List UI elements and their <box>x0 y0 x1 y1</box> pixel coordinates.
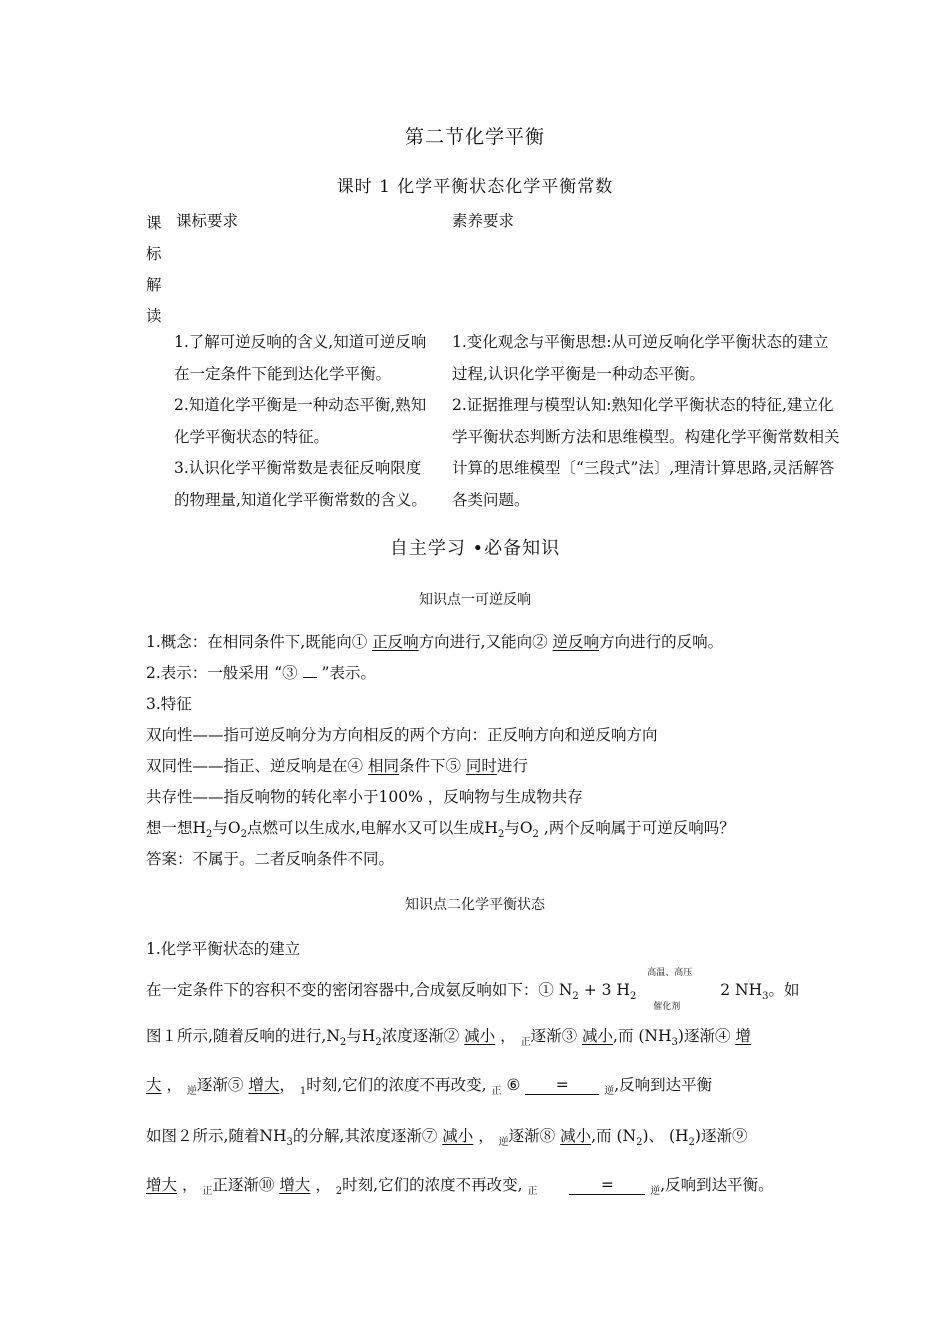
side-label-char: 读 <box>146 307 162 325</box>
kp2-fig1-cont-line: 大 ， $_逆$逐渐⑤ 增大， $_1$时刻,它们的浓度不再改变, $_正$ ⑥ = $_逆$,反响到达平衡 <box>146 1076 713 1097</box>
kp1-coexistence-line: 共存性——指反响物的转化率小于100% ，反响物与生成物共存 <box>146 788 583 806</box>
kp1-bidirectional-line: 双向性——指可逆反响分为方向相反的两个方向：正反响方向和逆反响方向 <box>146 726 658 744</box>
requirement-line: 2.证据推理与模型认知:熟知化学平衡状态的特征,建立化 <box>452 396 834 414</box>
kp2-reaction-line: 在一定条件下的容积不变的密闭容器中,合成氨反响如下：① $N_2 + 3$ $H_2$ 高温、高压 催化剂 2 $NH_3$。如 <box>146 978 799 1002</box>
kp1-notation-line: 2.表示：一般采用 “③ ”表示。 <box>146 664 376 682</box>
kp1-answer-line: 答案：不属于。二者反响条件不同。 <box>146 850 395 868</box>
requirement-line: 3.认识化学平衡常数是表征反响限度 <box>174 459 422 477</box>
answer-blank: 大 <box>146 1076 162 1094</box>
side-label-char: 课 <box>146 214 162 232</box>
answer-blank: = <box>525 1076 599 1095</box>
page-title: 第二节化学平衡 <box>404 126 545 148</box>
answer-blank: 减小 <box>464 1027 496 1045</box>
requirement-line: 化学平衡状态的特征。 <box>174 427 330 446</box>
requirement-line: 1.了解可逆反响的含义,知道可逆反响 <box>174 333 427 351</box>
answer-blank: 增大 <box>279 1176 311 1194</box>
answer-blank: = <box>569 1176 645 1195</box>
literacy-requirements <box>452 327 882 516</box>
requirement-line: 学平衡状态判断方法和思维模型。构建化学平衡常数相关 <box>452 427 840 446</box>
kp1-think-line: 想一想$H_2$与$O_2$点燃可以生成水,电解水又可以生成$H_2$与$O_2$ ,两个反响属于可逆反响吗？ <box>146 819 735 840</box>
side-label-char: 标 <box>146 245 162 263</box>
kp2-fig2-line: 如图２所示,随着$NH_3$的分解,其浓度逐渐⑦ 减小 ， $_逆$逐渐⑧ 减小,而 $(N_2)$、 $(H_2)$逐渐⑨ <box>146 1127 748 1148</box>
requirement-line: 计算的思维模型〔“三段式”法〕,理清计算思路,灵活解答 <box>452 459 835 477</box>
answer-blank: 减小 <box>442 1127 474 1145</box>
kp2-fig2-cont-line: 增大 ， $_正$正逐渐⑩ 增大 ， $_2$时刻,它们的浓度不再改变, $_正$ = $_逆$,反响到达平衡。 <box>146 1176 774 1197</box>
condition-bottom: 催化剂 <box>653 1002 681 1012</box>
requirement-line: 在一定条件下能到达化学平衡。 <box>174 364 392 383</box>
kp1-feature-heading: 3.特征 <box>146 695 192 713</box>
curriculum-requirements <box>174 327 474 516</box>
answer-blank: 增大 <box>248 1076 280 1094</box>
requirement-line: 1.变化观念与平衡思想:从可逆反响化学平衡状态的建立 <box>452 333 829 351</box>
answer-blank <box>303 677 317 678</box>
answer-blank: 相同 <box>367 757 399 775</box>
kp1-heading: 知识点一可逆反响 <box>419 592 531 608</box>
lesson-subtitle: 课时 1 化学平衡状态化学平衡常数 <box>336 177 614 197</box>
answer-blank: 增大 <box>146 1176 178 1194</box>
requirement-line: 2.知道化学平衡是一种动态平衡,熟知 <box>174 396 427 414</box>
kp2-fig1-line: 图１所示,随着反响的进行$,N_2$与$H_2$浓度逐渐② 减小 ， $_正$逐渐③ 减小,而 $(NH_3)$逐渐④ 增 <box>146 1027 751 1048</box>
requirement-line: 各类问题。 <box>452 490 530 509</box>
answer-blank: 减小 <box>560 1127 592 1145</box>
kp1-concept-line: 1.概念：在相同条件下,既能向① 正反响方向进行,又能向② 逆反响方向进行的反响。 <box>146 633 724 651</box>
requirement-line: 的物理量,知道化学平衡常数的含义。 <box>174 490 427 509</box>
section-heading: 自主学习 •必备知识 <box>389 538 561 559</box>
requirement-line: 过程,认识化学平衡是一种动态平衡。 <box>452 364 705 383</box>
header-curriculum: 课标要求 <box>176 212 239 230</box>
kp1-simultaneity-line: 双同性——指正、逆反响是在④ 相同条件下⑤ 同时进行 <box>146 757 528 775</box>
answer-blank: 同时 <box>465 757 497 775</box>
answer-blank: 逆反响 <box>552 633 600 651</box>
side-label <box>146 208 166 332</box>
kp2-heading: 知识点二化学平衡状态 <box>405 897 545 913</box>
side-label-char: 解 <box>146 276 162 294</box>
answer-blank: 正反响 <box>372 633 419 651</box>
condition-top: 高温、高压 <box>647 968 693 978</box>
reaction-arrow-condition <box>641 968 715 1012</box>
header-literacy: 素养要求 <box>452 212 515 230</box>
answer-blank: 减小 <box>582 1027 614 1045</box>
answer-blank: 增 <box>735 1027 751 1045</box>
kp2-subheading: 1.化学平衡状态的建立 <box>146 940 301 958</box>
